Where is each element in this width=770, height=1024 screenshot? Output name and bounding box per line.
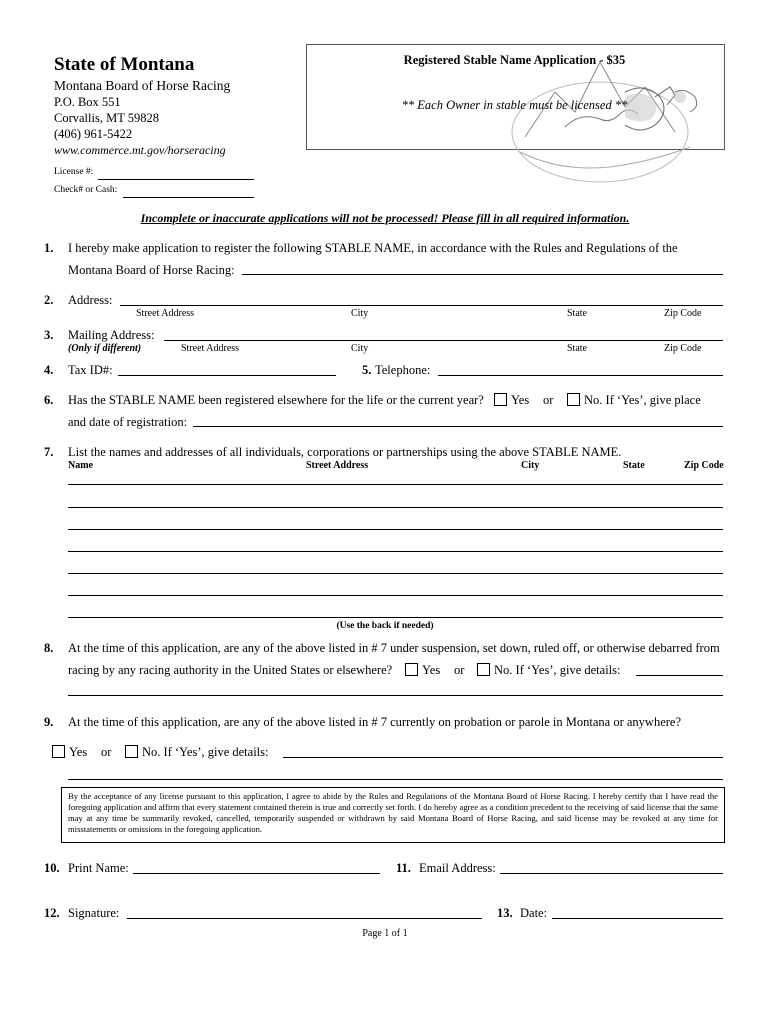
q13-number: 13. [497, 906, 513, 920]
q7-col-street: Street Address [306, 460, 369, 471]
q2-col-zip: Zip Code [664, 308, 702, 319]
agreement-box [61, 787, 725, 843]
q1-text: I hereby make application to register the following STABLE NAME, in accordance with the Rules and Regulations of the [68, 241, 678, 255]
license-line[interactable] [98, 179, 254, 180]
q3-number: 3. [44, 328, 54, 342]
box-subtitle: ** Each Owner in stable must be licensed ** [401, 98, 628, 112]
page-number: Page 1 of 1 [362, 928, 408, 939]
q2-label: Address: [68, 293, 113, 307]
q8-no-label: No. If ‘Yes’, give details: [494, 663, 621, 677]
q8-details-line[interactable] [636, 675, 723, 676]
q7-col-state: State [623, 460, 645, 471]
agreement-text: By the acceptance of any license pursuant to this application, I agree to abide by the Rules and Regulations of the Montana Board of Horse Racing. I hereby certify that I have read the foregoing application and affirm that every statement contained therein is true and correctly set forth. I do hereby agree as a condition precedent to the receiving of said license that the same may at any time be summarily revoked, cancelled, temporarily suspended or withdrawn by said Montana Board of Horse Racing, and said license may be revoked at any time for misstatements or omissions in the foregoing application. [68, 791, 718, 834]
page-title: State of Montana [54, 54, 195, 75]
q8-yes-checkbox[interactable] [405, 663, 418, 676]
q10-number: 10. [44, 861, 60, 875]
q7-row-line[interactable] [68, 551, 723, 552]
mailing-address-line[interactable] [164, 340, 723, 341]
q9-yes-checkbox[interactable] [52, 745, 65, 758]
q6-text: Has the STABLE NAME been registered elsewhere for the life or the current year? [68, 393, 484, 407]
website: www.commerce.mt.gov/horseracing [54, 143, 226, 157]
telephone-line[interactable] [438, 375, 723, 376]
q9-number: 9. [44, 715, 54, 729]
license-label: License #: [54, 167, 94, 177]
q11-label: Email Address: [419, 861, 496, 875]
q7-row-line[interactable] [68, 595, 723, 596]
q9-details-line[interactable] [283, 757, 723, 758]
q8-or: or [454, 663, 465, 677]
print-name-line[interactable] [133, 873, 380, 874]
q11-number: 11. [396, 861, 411, 875]
q6-yes-checkbox[interactable] [494, 393, 507, 406]
signature-line[interactable] [127, 918, 482, 919]
q7-number: 7. [44, 445, 54, 459]
q6-or: or [543, 393, 554, 407]
q6-no-label: No. If ‘Yes’, give place [584, 393, 701, 407]
q8-number: 8. [44, 641, 54, 655]
q3-col-street: Street Address [181, 343, 240, 354]
stable-name-line[interactable] [242, 274, 723, 275]
q3-col-zip: Zip Code [664, 343, 702, 354]
q2-col-street: Street Address [136, 308, 195, 319]
q3-note: (Only if different) [68, 343, 142, 354]
warning-text: Incomplete or inaccurate applications will not be processed! Please fill in all required information. [140, 211, 630, 225]
q2-number: 2. [44, 293, 54, 307]
q4-label: Tax ID#: [68, 363, 113, 377]
q7-row-line[interactable] [68, 573, 723, 574]
check-line[interactable] [123, 197, 254, 198]
date-line[interactable] [552, 918, 723, 919]
q1-text-2: Montana Board of Horse Racing: [68, 263, 235, 277]
q3-label: Mailing Address: [68, 328, 155, 342]
q3-col-state: State [567, 343, 587, 354]
check-label: Check# or Cash: [54, 185, 118, 195]
q2-col-city: City [351, 308, 369, 319]
q9-text: At the time of this application, are any of the above listed in # 7 currently on probation or parole in Montana or anywhere? [68, 715, 682, 729]
q7-col-name: Name [68, 460, 93, 471]
address-line[interactable] [120, 305, 723, 306]
registration-place-line[interactable] [193, 426, 723, 427]
board-name: Montana Board of Horse Racing [54, 78, 231, 93]
q8-yes-label: Yes [422, 663, 441, 677]
q6-no-checkbox[interactable] [567, 393, 580, 406]
q9-or: or [101, 745, 112, 759]
q10-label: Print Name: [68, 861, 129, 875]
q7-note: (Use the back if needed) [336, 621, 434, 631]
q7-col-zip: Zip Code [684, 460, 724, 471]
email-line[interactable] [500, 873, 723, 874]
q8-text: At the time of this application, are any of the above listed in # 7 under suspension, set down, ruled off, or otherwise debarred from [68, 641, 720, 655]
q9-no-checkbox[interactable] [125, 745, 138, 758]
q6-text-2: and date of registration: [68, 415, 188, 429]
horse-racing-logo [505, 52, 720, 187]
q12-label: Signature: [68, 906, 120, 920]
tax-id-line[interactable] [118, 375, 336, 376]
q9-no-label: No. If ‘Yes’, give details: [142, 745, 269, 759]
q7-row-line[interactable] [68, 617, 723, 618]
q8-details-line-2[interactable] [68, 695, 723, 696]
q7-row-line[interactable] [68, 529, 723, 530]
q9-yes-label: Yes [69, 745, 88, 759]
q8-no-checkbox[interactable] [477, 663, 490, 676]
q7-text: List the names and addresses of all individuals, corporations or partnerships using the above STABLE NAME. [68, 445, 622, 459]
box-title: Registered Stable Name Application - $35 [403, 53, 626, 67]
q7-row-line[interactable] [68, 484, 723, 485]
q7-col-city: City [521, 460, 540, 471]
q5-number: 5. [362, 363, 372, 377]
q9-details-line-2[interactable] [68, 779, 723, 780]
q7-row-line[interactable] [68, 507, 723, 508]
q8-text-2: racing by any racing authority in the United States or elsewhere? [68, 663, 393, 677]
phone: (406) 961-5422 [54, 127, 133, 141]
q4-number: 4. [44, 363, 54, 377]
q13-label: Date: [520, 906, 548, 920]
q6-yes-label: Yes [511, 393, 530, 407]
q1-number: 1. [44, 241, 54, 255]
q5-label: Telephone: [375, 363, 431, 377]
po-box: P.O. Box 551 [54, 95, 121, 109]
city-line: Corvallis, MT 59828 [54, 111, 159, 125]
q3-col-city: City [351, 343, 369, 354]
q12-number: 12. [44, 906, 60, 920]
q6-number: 6. [44, 393, 54, 407]
q2-col-state: State [567, 308, 587, 319]
